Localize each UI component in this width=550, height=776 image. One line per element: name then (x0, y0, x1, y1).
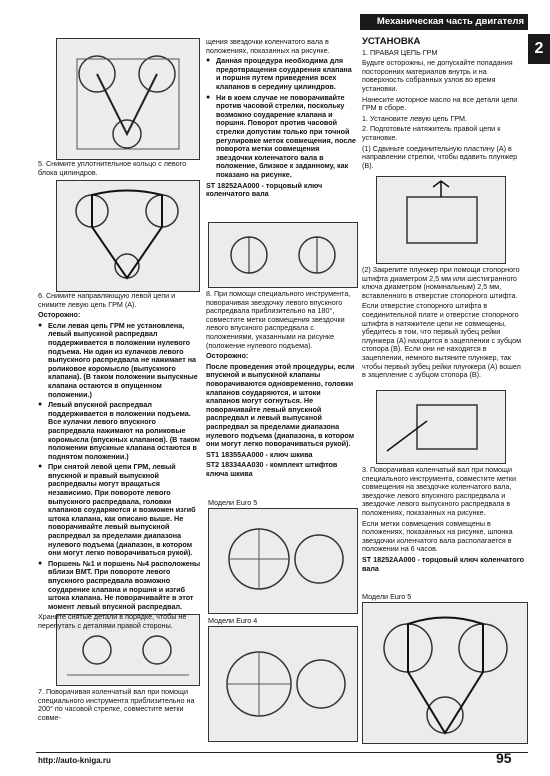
page-number: 95 (496, 750, 512, 766)
step-1: 1. Установите левую цепь ГРМ. (362, 113, 467, 123)
footer-url-link[interactable]: http://auto-kniga.ru (38, 756, 111, 765)
step-2-2: (2) Закрепите плунжер при помощи стопорного штифта диаметром 2,5 мм или шестигранного ключа диаметром (номинальным) 2,5 мм, вставленного в отверстие стопорного штифта. (362, 265, 520, 300)
column-3-lower (362, 466, 526, 575)
step-7: 7. Поворачивая коленчатый вал при помощи специального инструмента приблизительно на 200° по часовой стрелке, совместите метки совме- (38, 687, 195, 722)
column-1-bottom (38, 688, 202, 724)
marks-note: Если метки совмещения совмещены в положениях, показанных на рисунке, шпонка звездочки коленчатого вала располагается в положении на 6 часов. (362, 518, 513, 554)
step-2-1: (1) Сдвиньте соединительную пластину (А) в направлении стрелки, чтобы вдавить плунжер (B). (362, 143, 518, 170)
step-2: 2. Подготовьте натяжитель правой цепи к установке. (362, 124, 501, 142)
column-1-lower (38, 292, 202, 633)
label-euro5-col2: Модели Euro 5 (208, 498, 258, 507)
figure-euro4-sprocket (208, 626, 358, 742)
step-5: 5. Снимите уплотнительное кольцо с левого блока цилиндров. (38, 159, 187, 177)
step-3: 3. Поворачивая коленчатый вал при помощи специального инструмента, совместите метки совмещения на звездочке коленчатого вала, звездочке левого впускного распредвала и звездочке левого выпускного распредвала в положениях, показанных на рисунке. (362, 465, 516, 517)
tool-crank-wrench: ST 18252AA000 - торцовый ключ коленчатого вала (206, 180, 323, 199)
footer-rule (36, 752, 528, 753)
caution-bullet-3: ● При снятой левой цепи ГРМ, левый впускной и правый выпускной распредвалы могут вращаться независимо. При повороте левого выпускного распредвала, головки клапанов соударяются и возможен изгиб штока клапана, как описано выше. Не поворачивайте левый выпускной распредвал за пределами диапазона нулевого подъема (диапазон, в котором они могут легко поворачиваться рукой). (38, 463, 202, 558)
step-7-cont: щения звездочки коленчатого вала в положениях, показанных на рисунке. (206, 37, 330, 55)
tool-crank-wrench-2: ST 18252AA000 - торцовый ключ коленчатого вала (362, 554, 524, 573)
caution-title-2: Осторожно: (206, 351, 249, 361)
section-header: Механическая часть двигателя (360, 14, 528, 30)
column-2-mid (206, 290, 356, 480)
chapter-tab: 2 (528, 34, 550, 64)
keep-parts-note: Храните снятые детали в порядке, чтобы не перепутать с деталями правой стороны. (38, 612, 187, 630)
caution-bullet-1: ● Если левая цепь ГРМ не установлена, левый выпускной распредвал поддерживается в положении нулевого подъема. Ни один из кулачков левого выпускного распредвала не нажимает на роликовое коромысло (выпускного клапана). (В таком положении выпускные клапана остаются в опущенном положении.) (38, 322, 202, 399)
figure-euro5-sprocket (208, 508, 358, 614)
column-1 (38, 160, 202, 179)
label-euro5-col3: Модели Euro 5 (362, 592, 412, 601)
procedure-bullet-2: ● Ни в коем случае не поворачивайте против часовой стрелки, поскольку возможно соударение клапана и поршня. Поворот против часовой стрелки допустим только при точной регулировке меток совмещения, после поворота метки совмещения звездочки коленчатого вала в положение, близкое к заданному, как показано на рисунке. (206, 94, 356, 180)
figure-left-chain-guide (56, 180, 200, 292)
tool-pulley-wrench: ST1 18355AA000 - ключ шкива (206, 449, 313, 459)
caution-text-2: После проведения этой процедуры, если впускной и выпускной клапаны поворачиваются одновременно, головки клапанов соударяются, и штоки клапанов могут согнуться. Не поворачивайте левый впускной распредвал и левый выпускной распредвал за пределами диапазона нулевого подъема (диапазона, в котором они могут легко поворачиваться рукой). (206, 361, 355, 449)
figure-tensioner-plunger (376, 176, 506, 264)
installation-title: УСТАНОВКА (362, 36, 421, 47)
step-8: 8. При помощи специального инструмента, поворачивая звездочку левого впускного распредвала приблизительно на 180°, совместите метки совмещения звездочки левого впускного распредвала с положениями, указанными на рисунке (положение нулевого подъема). (206, 289, 351, 350)
oil-note: Нанесите моторное масло на все детали цепи ГРМ в сборе. (362, 94, 518, 113)
figure-tensioner-pin (376, 390, 506, 464)
caution-bullet-2: ● Левый впускной распредвал поддерживается в положении подъема. Все кулачки левого впускного распредвала нажимают на роликовые коромысла (впускных клапанов). (В таком положении впускные клапана остаются в поднятом положении.) (38, 401, 202, 461)
procedure-bullet-1: ● Данная процедура необходима для предотвращения соударения клапана и поршня путем приведения всех клапанов в середину цилиндров. (206, 57, 356, 91)
column-3-mid (362, 266, 526, 382)
label-euro4-col2: Модели Euro 4 (208, 616, 258, 625)
installation-intro: Будьте осторожны, не допускайте попадания посторонних материалов внутрь и на поверхность собранных узлов во время установки. (362, 58, 513, 93)
figure-left-bank-oring (56, 38, 200, 160)
column-3 (362, 38, 526, 172)
installation-sub: 1. ПРАВАЯ ЦЕПЬ ГРМ (362, 47, 438, 57)
column-2 (206, 38, 356, 201)
tool-pin-set: ST2 18334AA030 - комплект штифтов ключа шкива (206, 460, 338, 478)
caution-title: Осторожно: (38, 310, 81, 320)
figure-euro5-alignment (362, 602, 528, 744)
figure-crank-sprocket-marks (208, 222, 358, 288)
caution-bullet-4: ● Поршень №1 и поршень №4 расположены вблизи ВМТ. При повороте левого впускного распредвала возможно соударение клапана и поршня и изгиб штока клапана. Не поворачивайте в этот момент левый впускной распредвал. (38, 560, 202, 612)
pin-hole-note: Если отверстие стопорного штифта в соединительной плате и отверстие стопорного штифта в натяжителе цепи не совмещены, убедитесь в том, что первый зубец рейки плунжера (А) находится в зацеплении с зубцом стопора (B). Если они не находятся в зацеплении, немного вытяните плунжер, так чтобы первый зубец рейки плунжера (А) вошел в зацепление с зубцом стопора (B). (362, 301, 522, 380)
step-6: 6. Снимите направляющую левой цепи и снимите левую цепь ГРМ (А). (38, 291, 176, 309)
